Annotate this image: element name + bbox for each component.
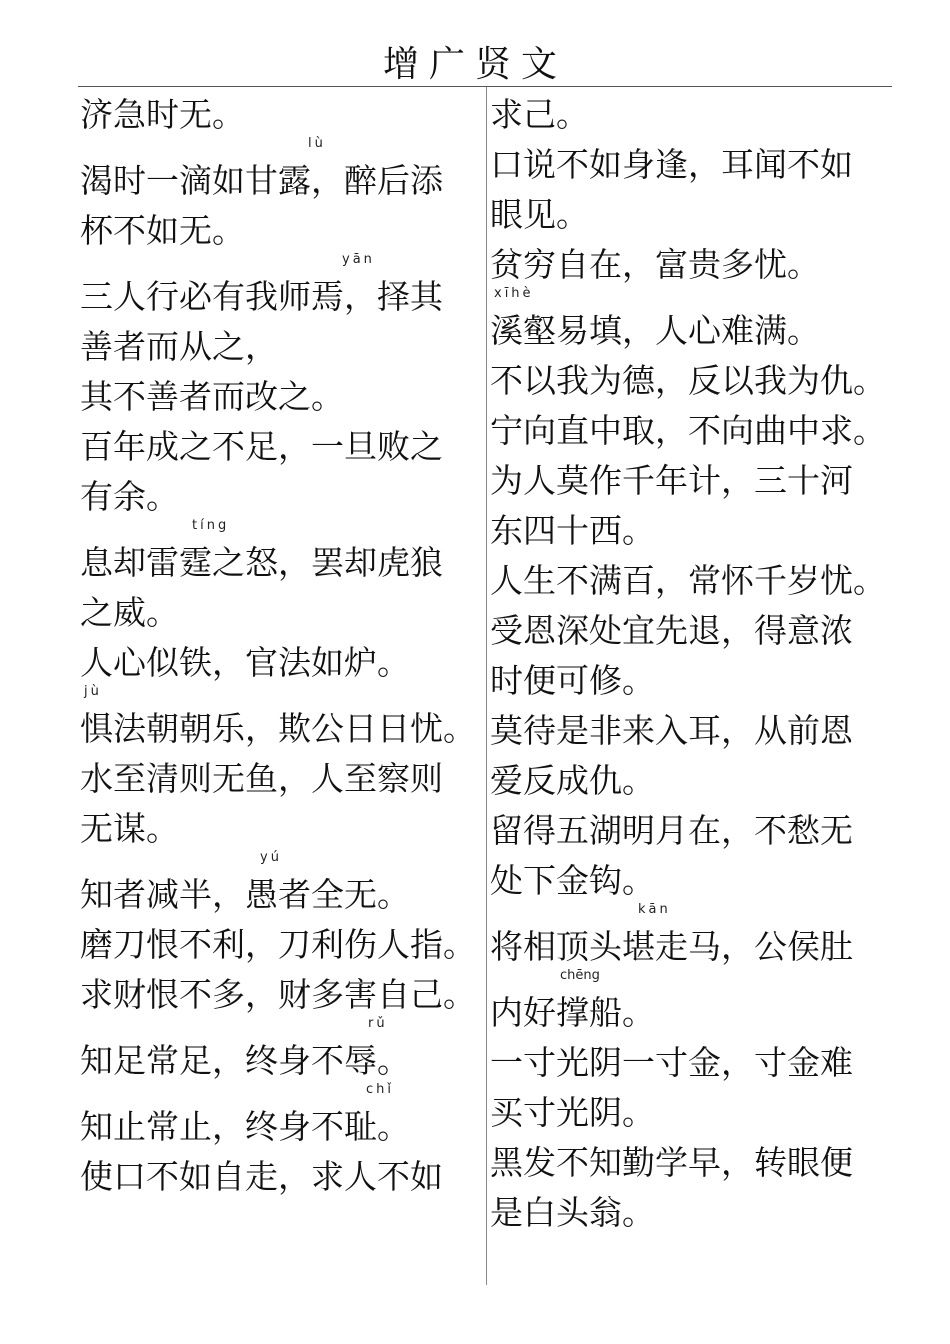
verse-line — [80, 684, 485, 751]
verse-line: 买寸光阴。 — [490, 1093, 655, 1132]
verse-text: 息却雷霆之怒，罢却虎狼 — [80, 543, 443, 582]
verse-line: 济急时无。 — [80, 95, 245, 134]
verse-line: 求己。 — [490, 95, 589, 134]
verse-line: 东四十西。 — [490, 511, 655, 550]
verse-line — [490, 286, 895, 353]
pinyin-annotation: chǐ — [366, 1082, 394, 1097]
verse-text: 知足常足，终身不辱。 — [80, 1041, 410, 1080]
verse-line: 宁向直中取，不向曲中求。 — [490, 411, 886, 450]
verse-text: 溪壑易填，人心难满。 — [490, 311, 820, 350]
pinyin-annotation: chēng — [560, 968, 600, 983]
right-column — [490, 87, 895, 1235]
pinyin-annotation: jù — [84, 684, 102, 699]
verse-text: 将相顶头堪走马，公侯肚 — [490, 927, 853, 966]
pinyin-annotation: yān — [342, 252, 375, 267]
verse-line: 一寸光阴一寸金，寸金难 — [490, 1043, 853, 1082]
verse-text: 渴时一滴如甘露，醉后添 — [80, 161, 443, 200]
verse-line: 杯不如无。 — [80, 211, 245, 250]
verse-line: 无谋。 — [80, 809, 179, 848]
verse-line — [490, 902, 895, 969]
column-divider — [486, 87, 487, 1285]
pinyin-annotation: rǔ — [368, 1016, 388, 1031]
verse-line: 黑发不知勤学早，转眼便 — [490, 1143, 853, 1182]
verse-line: 不以我为德，反以我为仇。 — [490, 361, 886, 400]
verse-line: 有余。 — [80, 477, 179, 516]
verse-line: 口说不如身逢，耳闻不如 — [490, 145, 853, 184]
page-title: 增广贤文 — [382, 44, 567, 85]
verse-line: 百年成之不足，一旦败之 — [80, 427, 443, 466]
verse-line: 其不善者而改之。 — [80, 377, 344, 416]
verse-line: 处下金钩。 — [490, 861, 655, 900]
verse-line — [80, 850, 485, 917]
verse-line: 人心似铁，官法如炉。 — [80, 643, 410, 682]
verse-line: 求财恨不多，财多害自己。 — [80, 975, 476, 1014]
verse-line: 时便可修。 — [490, 661, 655, 700]
verse-line: 水至清则无鱼，人至察则 — [80, 759, 443, 798]
verse-line — [80, 252, 485, 319]
verse-line — [80, 1082, 485, 1149]
verse-line — [80, 136, 485, 203]
verse-line: 善者而从之， — [80, 327, 278, 366]
verse-text: 三人行必有我师焉，择其 — [80, 277, 443, 316]
verse-line: 为人莫作千年计，三十河 — [490, 461, 853, 500]
pinyin-annotation: yú — [260, 850, 282, 865]
verse-line: 之威。 — [80, 593, 179, 632]
left-column — [80, 87, 485, 1199]
verse-line: 是白头翁。 — [490, 1193, 655, 1232]
verse-line — [80, 1016, 485, 1083]
verse-line: 爱反成仇。 — [490, 761, 655, 800]
verse-line: 眼见。 — [490, 195, 589, 234]
verse-text: 知止常止，终身不耻。 — [80, 1107, 410, 1146]
verse-line: 受恩深处宜先退，得意浓 — [490, 611, 853, 650]
verse-line: 留得五湖明月在，不愁无 — [490, 811, 853, 850]
verse-text: 惧法朝朝乐，欺公日日忧。 — [80, 709, 476, 748]
pinyin-annotation: xīhè — [494, 286, 534, 301]
verse-line: 使口不如自走，求人不如 — [80, 1157, 443, 1196]
verse-line: 人生不满百，常怀千岁忧。 — [490, 561, 886, 600]
pinyin-annotation: tíng — [192, 518, 230, 533]
verse-line: 莫待是非来入耳，从前恩 — [490, 711, 853, 750]
verse-line — [490, 968, 895, 1035]
verse-line: 贫穷自在，富贵多忧。 — [490, 245, 820, 284]
verse-text: 内好撑船。 — [490, 993, 655, 1032]
verse-line: 磨刀恨不利，刀利伤人指。 — [80, 925, 476, 964]
pinyin-annotation: kān — [638, 902, 671, 917]
verse-line — [80, 518, 485, 585]
pinyin-annotation: lù — [308, 136, 326, 151]
verse-text: 知者减半，愚者全无。 — [80, 875, 410, 914]
